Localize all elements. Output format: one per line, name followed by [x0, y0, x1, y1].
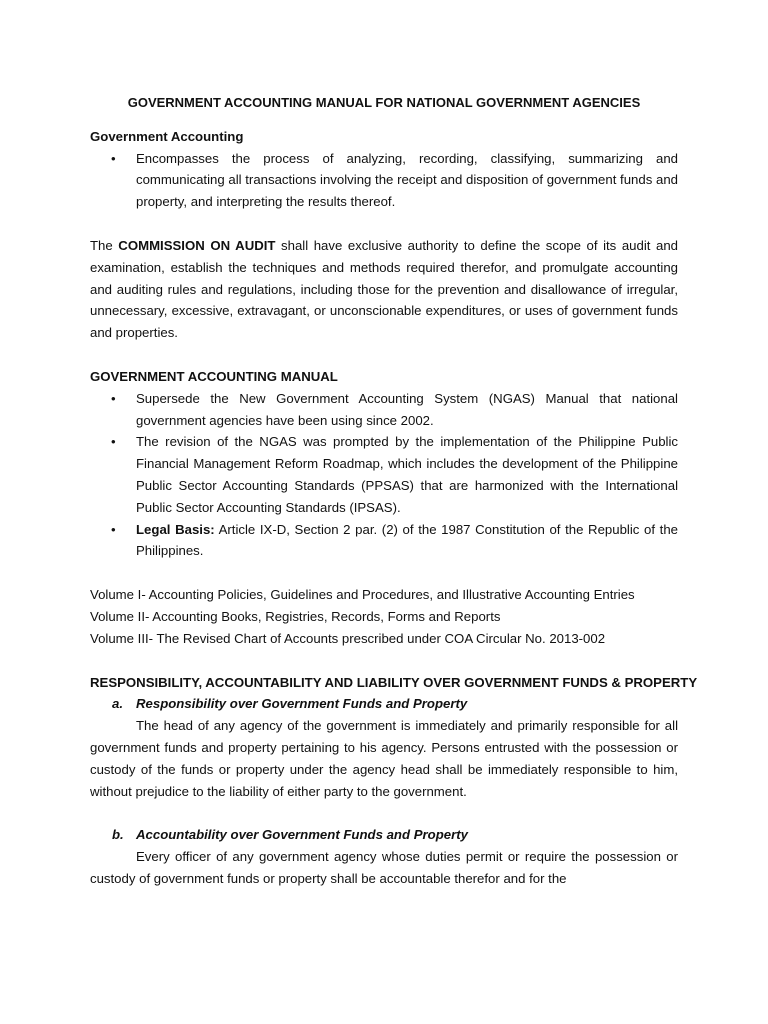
coa-prefix: The [90, 237, 119, 253]
list-item [111, 519, 678, 563]
list-item [111, 388, 678, 432]
document-title: GOVERNMENT ACCOUNTING MANUAL FOR NATIONAL GOVERNMENT AGENCIES [127, 95, 641, 110]
bullet-icon: • [111, 434, 116, 450]
heading-government-accounting: Government Accounting [90, 128, 244, 144]
subheading-a [90, 693, 678, 715]
heading-responsibility: RESPONSIBILITY, ACCOUNTABILITY AND LIABILITY OVER GOVERNMENT FUNDS & PROPERTY [90, 674, 698, 690]
subheading-title: Responsibility over Government Funds and Property [136, 696, 468, 712]
bullet-icon: • [111, 521, 116, 537]
subheading-marker: b. [112, 827, 124, 843]
list-item [111, 431, 678, 518]
accountability-paragraph: Every officer of any government agency whose duties permit or require the possession or custody of government funds or property shall be accountable therefor and for the [90, 849, 678, 886]
volume-line: Volume III- The Revised Chart of Accounts prescribed under COA Circular No. 2013-002 [90, 630, 606, 646]
bullet-text: The revision of the NGAS was prompted by the implementation of the Philippine Public Financial Management Reform Roadmap, which includes the development of the Philippine Public Sector Accounting Standards (PPSAS) that are harmonized with the International Public Sector Accounting Standards (IPSAS). [136, 434, 678, 515]
bullet-icon: • [111, 150, 116, 166]
bullet-icon: • [111, 390, 116, 406]
bullet-list-government-accounting [90, 148, 678, 213]
coa-paragraph [90, 235, 678, 344]
heading-manual: GOVERNMENT ACCOUNTING MANUAL [90, 368, 338, 384]
subheading-title: Accountability over Government Funds and Property [136, 827, 468, 843]
bullet-list-manual [90, 388, 678, 562]
subheading-marker: a. [112, 696, 123, 712]
legal-basis-text: Article IX-D, Section 2 par. (2) of the 1987 Constitution of the Republic of the Philippines. [136, 521, 678, 559]
bullet-text: Supersede the New Government Accounting System (NGAS) Manual that national government agencies have been using since 2002. [136, 390, 678, 428]
volume-line: Volume II- Accounting Books, Registries, Records, Forms and Reports [90, 608, 501, 624]
volume-line: Volume I- Accounting Policies, Guidelines and Procedures, and Illustrative Accounting Entries [90, 587, 635, 603]
list-item [111, 148, 678, 213]
subheading-b [90, 824, 678, 846]
legal-basis-label: Legal Basis: [136, 521, 215, 537]
document-body [90, 92, 698, 890]
coa-text: shall have exclusive authority to define the scope of its audit and examination, establish the techniques and methods required therefor, and promulgate accounting and auditing rules and regulations, including those for the prevention and disallowance of irregular, unnecessary, excessive, extravagant, or unconscionable expenditures, or uses of government funds and properties. [90, 237, 678, 341]
responsibility-paragraph: The head of any agency of the government is immediately and primarily responsible for all government funds and property pertaining to his agency. Persons entrusted with the possession or custody of the funds or property under the agency head shall be immediately responsible to him, without prejudice to the liability of either party to the government. [90, 718, 678, 799]
coa-bold-term: COMMISSION ON AUDIT [118, 237, 276, 253]
bullet-text: Encompasses the process of analyzing, recording, classifying, summarizing and communicating all transactions involving the receipt and disposition of government funds and property, and interpreting the results thereof. [136, 150, 678, 210]
